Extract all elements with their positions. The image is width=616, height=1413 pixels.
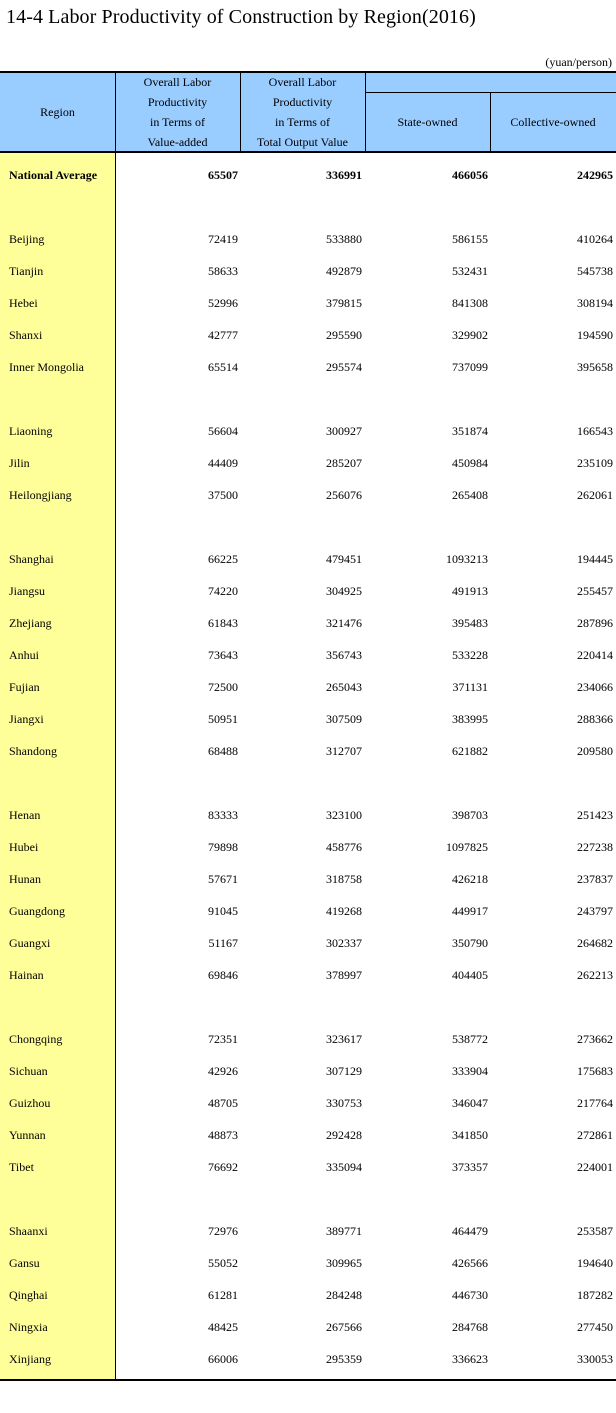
output-value-productivity: 292428: [326, 1128, 362, 1142]
table-row: [0, 965, 616, 985]
output-value-productivity: 312707: [326, 744, 362, 758]
state-owned-value: 533228: [452, 648, 488, 662]
output-value-productivity: 304925: [326, 584, 362, 598]
state-owned-value: 284768: [452, 1320, 488, 1334]
collective-owned-value: 194445: [577, 552, 613, 566]
value-added-productivity: 69846: [208, 968, 238, 982]
unit-label: (yuan/person): [545, 55, 612, 69]
collective-owned-value: 220414: [577, 648, 613, 662]
collective-owned-value: 264682: [577, 936, 613, 950]
page-title: 14-4 Labor Productivity of Construction by Region(2016): [6, 6, 476, 28]
value-added-productivity: 56604: [208, 424, 238, 438]
state-owned-value: 351874: [452, 424, 488, 438]
collective-owned-value: 209580: [577, 744, 613, 758]
value-added-productivity: 83333: [208, 808, 238, 822]
region-name: Shandong: [9, 744, 57, 758]
region-name: Zhejiang: [9, 616, 52, 630]
state-owned-value: 426566: [452, 1256, 488, 1270]
value-added-productivity: 66225: [208, 552, 238, 566]
collective-owned-value: 308194: [577, 296, 613, 310]
table-row: [0, 1029, 616, 1049]
table-row: [0, 933, 616, 953]
collective-owned-value: 217764: [577, 1096, 613, 1110]
region-name: Henan: [9, 808, 41, 822]
output-value-productivity: 492879: [326, 264, 362, 278]
state-owned-value: 350790: [452, 936, 488, 950]
output-value-productivity: 265043: [326, 680, 362, 694]
table-row: [0, 453, 616, 473]
value-added-productivity: 65507: [208, 168, 238, 182]
state-owned-value: 265408: [452, 488, 488, 502]
output-value-productivity: 256076: [326, 488, 362, 502]
table-row: [0, 1221, 616, 1241]
table-row: [0, 549, 616, 569]
state-owned-value: 538772: [452, 1032, 488, 1046]
state-owned-value: 1093213: [446, 552, 488, 566]
output-value-productivity: 300927: [326, 424, 362, 438]
region-name: Hubei: [9, 840, 39, 854]
table-row: [0, 261, 616, 281]
header-col1-line: Value-added: [147, 135, 208, 149]
value-added-productivity: 51167: [208, 936, 238, 950]
table-row: [0, 581, 616, 601]
collective-owned-value: 227238: [577, 840, 613, 854]
collective-owned-value: 262061: [577, 488, 613, 502]
region-name: Chongqing: [9, 1032, 63, 1046]
region-name: Guizhou: [9, 1096, 51, 1110]
collective-owned-value: 224001: [577, 1160, 613, 1174]
state-owned-value: 404405: [452, 968, 488, 982]
table-row: [0, 1093, 616, 1113]
header-col1: [115, 72, 240, 152]
state-owned-value: 491913: [452, 584, 488, 598]
collective-owned-value: 194640: [577, 1256, 613, 1270]
value-added-productivity: 61281: [208, 1288, 238, 1302]
table-row: [0, 1317, 616, 1337]
region-name: Guangxi: [9, 936, 51, 950]
collective-owned-value: 235109: [577, 456, 613, 470]
collective-owned-value: 253587: [577, 1224, 613, 1238]
output-value-productivity: 318758: [326, 872, 362, 886]
value-added-productivity: 61843: [208, 616, 238, 630]
region-name: Hainan: [9, 968, 44, 982]
region-name: Xinjiang: [9, 1352, 51, 1366]
collective-owned-value: 277450: [577, 1320, 613, 1334]
region-name: National Average: [9, 168, 98, 182]
output-value-productivity: 336991: [326, 168, 362, 182]
output-value-productivity: 284248: [326, 1288, 362, 1302]
table-row: [0, 677, 616, 697]
collective-owned-value: 288366: [577, 712, 613, 726]
collective-owned-value: 287896: [577, 616, 613, 630]
state-owned-value: 737099: [452, 360, 488, 374]
output-value-productivity: 335094: [326, 1160, 362, 1174]
table-row: [0, 229, 616, 249]
header-col2: [240, 72, 365, 152]
state-owned-value: 426218: [452, 872, 488, 886]
output-value-productivity: 295590: [326, 328, 362, 342]
header-state-owned: State-owned: [397, 115, 458, 129]
output-value-productivity: 295359: [326, 1352, 362, 1366]
table-row: [0, 421, 616, 441]
state-owned-value: 329902: [452, 328, 488, 342]
value-added-productivity: 74220: [208, 584, 238, 598]
state-owned-value: 336623: [452, 1352, 488, 1366]
collective-owned-value: 243797: [577, 904, 613, 918]
header-col1-line: in Terms of: [150, 115, 205, 129]
table-row: [0, 837, 616, 857]
state-owned-value: 346047: [452, 1096, 488, 1110]
table-row: [0, 325, 616, 345]
collective-owned-value: 395658: [577, 360, 613, 374]
subheader-rule: [365, 92, 616, 93]
collective-owned-value: 194590: [577, 328, 613, 342]
region-name: Beijing: [9, 232, 45, 246]
output-value-productivity: 479451: [326, 552, 362, 566]
header-region: Region: [40, 105, 75, 119]
header-col2-line: Total Output Value: [257, 135, 348, 149]
header-col1-line: Overall Labor: [143, 75, 212, 89]
table-row: [0, 1061, 616, 1081]
collective-owned-value: 272861: [577, 1128, 613, 1142]
output-value-productivity: 356743: [326, 648, 362, 662]
region-name: Inner Mongolia: [9, 360, 84, 374]
state-owned-value: 371131: [452, 680, 488, 694]
value-added-productivity: 50951: [208, 712, 238, 726]
state-owned-value: 449917: [452, 904, 488, 918]
region-name: Shanxi: [9, 328, 43, 342]
value-added-productivity: 79898: [208, 840, 238, 854]
value-added-productivity: 91045: [208, 904, 238, 918]
region-name: Jilin: [9, 456, 30, 470]
table-row: [0, 709, 616, 729]
collective-owned-value: 242965: [577, 168, 613, 182]
table-row: [0, 741, 616, 761]
region-name: Tibet: [9, 1160, 34, 1174]
region-name: Jiangsu: [9, 584, 45, 598]
value-added-productivity: 48873: [208, 1128, 238, 1142]
state-owned-value: 466056: [452, 168, 488, 182]
output-value-productivity: 307509: [326, 712, 362, 726]
region-name: Shanghai: [9, 552, 54, 566]
table-row: [0, 1125, 616, 1145]
output-value-productivity: 533880: [326, 232, 362, 246]
region-name: Tianjin: [9, 264, 44, 278]
state-owned-value: 586155: [452, 232, 488, 246]
output-value-productivity: 302337: [326, 936, 362, 950]
region-name: Guangdong: [9, 904, 65, 918]
table-row: [0, 901, 616, 921]
output-value-productivity: 419268: [326, 904, 362, 918]
value-added-productivity: 48425: [208, 1320, 238, 1334]
value-added-productivity: 73643: [208, 648, 238, 662]
value-added-productivity: 37500: [208, 488, 238, 502]
table-row: [0, 1349, 616, 1369]
output-value-productivity: 323617: [326, 1032, 362, 1046]
table-row: [0, 165, 616, 185]
value-added-productivity: 42777: [208, 328, 238, 342]
value-added-productivity: 72419: [208, 232, 238, 246]
header-col2-line: Overall Labor: [268, 75, 337, 89]
output-value-productivity: 379815: [326, 296, 362, 310]
table-row: [0, 485, 616, 505]
header-collective-owned: Collective-owned: [510, 115, 596, 129]
collective-owned-value: 273662: [577, 1032, 613, 1046]
value-added-productivity: 42926: [208, 1064, 238, 1078]
value-added-productivity: 52996: [208, 296, 238, 310]
value-added-productivity: 55052: [208, 1256, 238, 1270]
value-added-productivity: 48705: [208, 1096, 238, 1110]
output-value-productivity: 309965: [326, 1256, 362, 1270]
output-value-productivity: 285207: [326, 456, 362, 470]
output-value-productivity: 267566: [326, 1320, 362, 1334]
region-name: Jiangxi: [9, 712, 44, 726]
region-name: Yunnan: [9, 1128, 46, 1142]
value-added-productivity: 72976: [208, 1224, 238, 1238]
region-name: Sichuan: [9, 1064, 48, 1078]
region-name: Gansu: [9, 1256, 40, 1270]
state-owned-value: 446730: [452, 1288, 488, 1302]
table-row: [0, 1157, 616, 1177]
output-value-productivity: 458776: [326, 840, 362, 854]
value-added-productivity: 76692: [208, 1160, 238, 1174]
collective-owned-value: 175683: [577, 1064, 613, 1078]
table-row: [0, 1253, 616, 1273]
state-owned-value: 383995: [452, 712, 488, 726]
table-row: [0, 293, 616, 313]
region-name: Hunan: [9, 872, 41, 886]
table-row: [0, 357, 616, 377]
collective-owned-value: 255457: [577, 584, 613, 598]
state-owned-value: 373357: [452, 1160, 488, 1174]
region-name: Liaoning: [9, 424, 53, 438]
value-added-productivity: 66006: [208, 1352, 238, 1366]
state-owned-value: 464479: [452, 1224, 488, 1238]
region-name: Fujian: [9, 680, 40, 694]
collective-owned-value: 251423: [577, 808, 613, 822]
header-col2-line: in Terms of: [275, 115, 330, 129]
output-value-productivity: 323100: [326, 808, 362, 822]
value-added-productivity: 57671: [208, 872, 238, 886]
region-name: Qinghai: [9, 1288, 48, 1302]
state-owned-value: 450984: [452, 456, 488, 470]
table-row: [0, 1285, 616, 1305]
region-name: Heilongjiang: [9, 488, 72, 502]
table-row: [0, 613, 616, 633]
value-added-productivity: 72351: [208, 1032, 238, 1046]
output-value-productivity: 321476: [326, 616, 362, 630]
header-col2-line: Productivity: [272, 95, 333, 109]
collective-owned-value: 187282: [577, 1288, 613, 1302]
output-value-productivity: 389771: [326, 1224, 362, 1238]
table-row: [0, 869, 616, 889]
collective-owned-value: 330053: [577, 1352, 613, 1366]
collective-owned-value: 410264: [577, 232, 613, 246]
value-added-productivity: 58633: [208, 264, 238, 278]
collective-owned-value: 262213: [577, 968, 613, 982]
table-bottom-rule: [0, 1379, 616, 1381]
value-added-productivity: 65514: [208, 360, 238, 374]
collective-owned-value: 166543: [577, 424, 613, 438]
state-owned-value: 341850: [452, 1128, 488, 1142]
table-row: [0, 645, 616, 665]
collective-owned-value: 237837: [577, 872, 613, 886]
state-owned-value: 395483: [452, 616, 488, 630]
header-col1-line: Productivity: [147, 95, 208, 109]
value-added-productivity: 72500: [208, 680, 238, 694]
output-value-productivity: 378997: [326, 968, 362, 982]
output-value-productivity: 330753: [326, 1096, 362, 1110]
region-name: Anhui: [9, 648, 39, 662]
output-value-productivity: 307129: [326, 1064, 362, 1078]
state-owned-value: 841308: [452, 296, 488, 310]
state-owned-value: 1097825: [446, 840, 488, 854]
state-owned-value: 621882: [452, 744, 488, 758]
state-owned-value: 532431: [452, 264, 488, 278]
state-owned-value: 398703: [452, 808, 488, 822]
region-name: Shaanxi: [9, 1224, 48, 1238]
state-owned-value: 333904: [452, 1064, 488, 1078]
value-added-productivity: 68488: [208, 744, 238, 758]
collective-owned-value: 234066: [577, 680, 613, 694]
region-name: Hebei: [9, 296, 38, 310]
region-name: Ningxia: [9, 1320, 48, 1334]
collective-owned-value: 545738: [577, 264, 613, 278]
output-value-productivity: 295574: [326, 360, 362, 374]
value-added-productivity: 44409: [208, 456, 238, 470]
table-row: [0, 805, 616, 825]
